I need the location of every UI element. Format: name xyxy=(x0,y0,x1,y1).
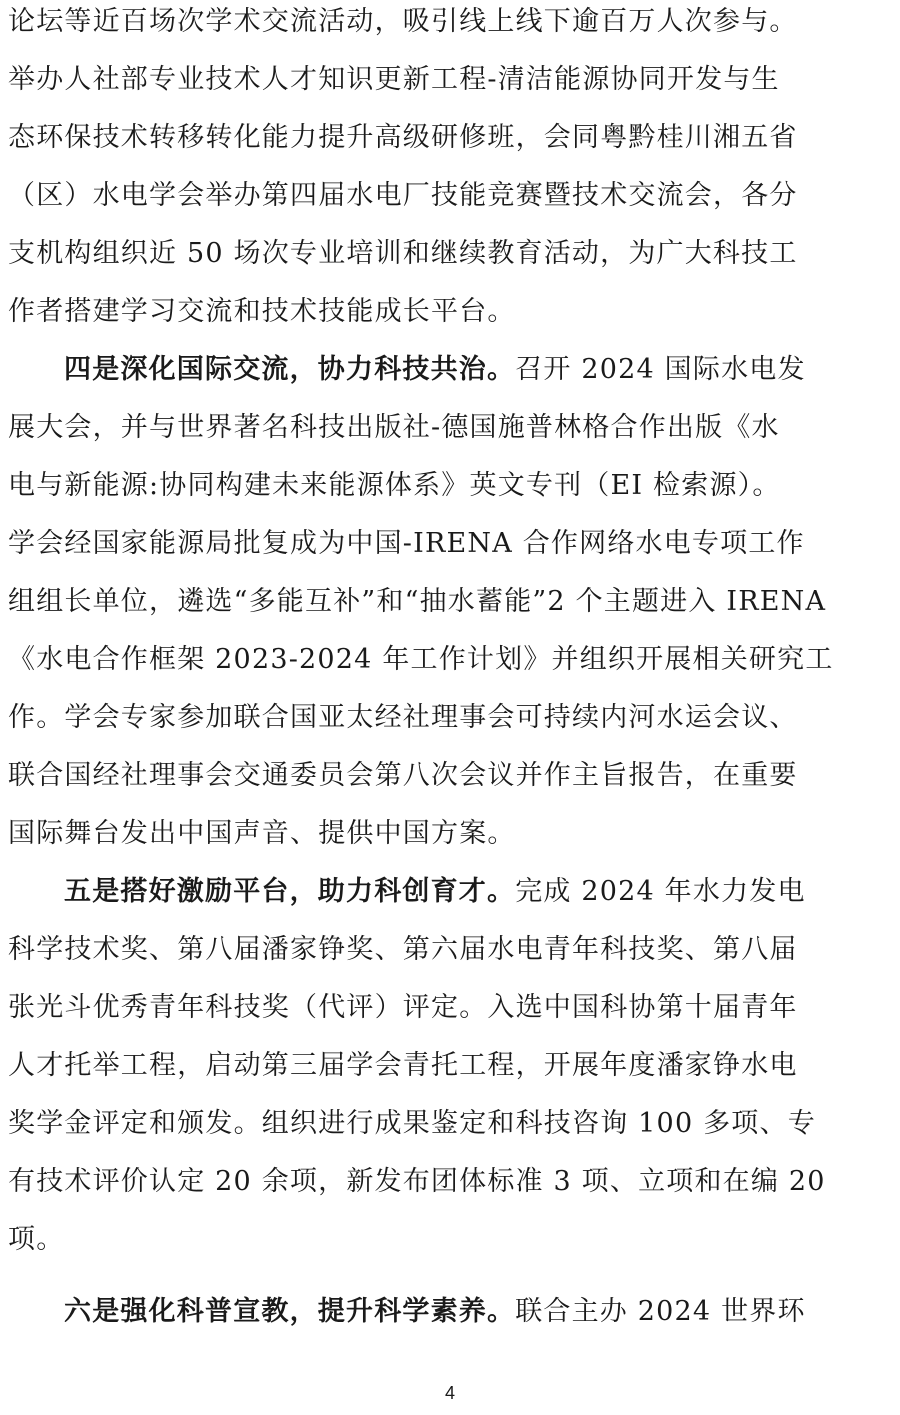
body-line: 有技术评价认定 20 余项，新发布团体标准 3 项、立项和在编 20 xyxy=(8,1166,826,1197)
body-line: 作者搭建学习交流和技术技能成长平台。 xyxy=(8,296,516,327)
body-line: 态环保技术转移转化能力提升高级研修班，会同粤黔桂川湘五省 xyxy=(8,122,798,153)
body-line: 国际舞台发出中国声音、提供中国方案。 xyxy=(8,818,516,849)
body-line: 学会经国家能源局批复成为中国-IRENA 合作网络水电专项工作 xyxy=(8,528,805,559)
body-line: 科学技术奖、第八届潘家铮奖、第六届水电青年科技奖、第八届 xyxy=(8,934,798,965)
body-line: （区）水电学会举办第四届水电厂技能竞赛暨技术交流会，各分 xyxy=(8,180,798,211)
body-line: 《水电合作框架 2023-2024 年工作计划》并组织开展相关研究工 xyxy=(8,644,834,675)
section-heading-line: 五是搭好激励平台，助力科创育才。完成 2024 年水力发电 xyxy=(64,876,806,907)
body-line: 作。学会专家参加联合国亚太经社理事会可持续内河水运会议、 xyxy=(8,702,798,733)
body-line: 举办人社部专业技术人才知识更新工程-清洁能源协同开发与生 xyxy=(8,64,780,95)
body-line: 奖学金评定和颁发。组织进行成果鉴定和科技咨询 100 多项、专 xyxy=(8,1108,816,1139)
body-line: 组组长单位，遴选“多能互补”和“抽水蓄能”2 个主题进入 IRENA xyxy=(8,586,827,617)
section-heading: 五是搭好激励平台，助力科创育才。 xyxy=(64,876,516,907)
body-line: 论坛等近百场次学术交流活动，吸引线上线下逾百万人次参与。 xyxy=(8,6,798,37)
body-line: 展大会，并与世界著名科技出版社-德国施普林格合作出版《水 xyxy=(8,412,780,443)
section-heading: 四是深化国际交流，协力科技共治。 xyxy=(64,354,516,385)
section-heading-line: 四是深化国际交流，协力科技共治。召开 2024 国际水电发 xyxy=(64,354,806,385)
section-heading-line: 六是强化科普宣教，提升科学素养。联合主办 2024 世界环 xyxy=(64,1296,806,1327)
body-line: 人才托举工程，启动第三届学会青托工程，开展年度潘家铮水电 xyxy=(8,1050,798,1081)
body-line: 项。 xyxy=(8,1224,65,1255)
page-number: 4 xyxy=(444,1383,455,1403)
body-line: 张光斗优秀青年科技奖（代评）评定。入选中国科协第十届青年 xyxy=(8,992,798,1023)
body-line: 电与新能源:协同构建未来能源体系》英文专刊（EI 检索源）。 xyxy=(8,470,781,501)
body-line: 支机构组织近 50 场次专业培训和继续教育活动，为广大科技工 xyxy=(8,238,798,269)
section-heading: 六是强化科普宣教，提升科学素养。 xyxy=(64,1296,516,1327)
body-line: 联合国经社理事会交通委员会第八次会议并作主旨报告，在重要 xyxy=(8,760,798,791)
